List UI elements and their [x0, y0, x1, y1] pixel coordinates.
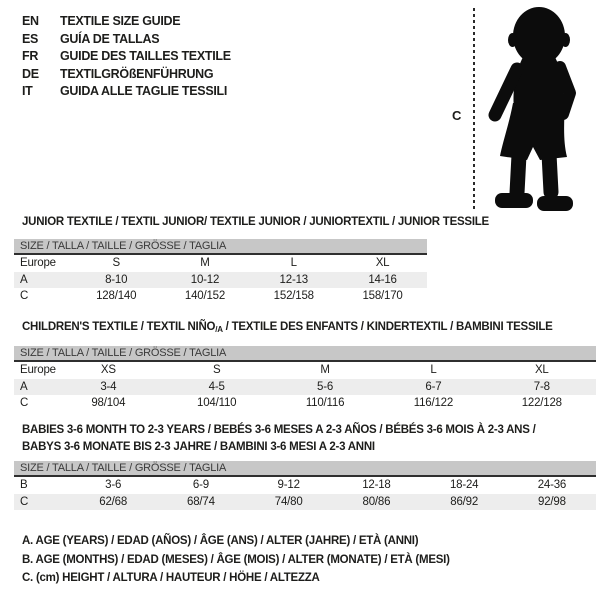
guide-title: GUIDA ALLE TAGLIE TESSILI: [60, 84, 228, 98]
table-cell: 158/170: [362, 290, 403, 303]
table-cell: 140/152: [184, 290, 226, 303]
table-cell: 92/98: [538, 495, 566, 508]
row-label: C: [20, 290, 29, 303]
legend-notes: [22, 532, 450, 588]
language-row: [22, 31, 231, 49]
table-cell: 14-16: [368, 273, 397, 286]
table-row: [14, 255, 427, 272]
size-header-bar: SIZE / TALLA / TAILLE / GRÖSSE / TAGLIA: [14, 346, 596, 362]
table-cell: M: [320, 364, 330, 377]
table-cell: L: [290, 257, 297, 270]
table-cell: 3-4: [100, 380, 117, 393]
section-title-children-subscript: /A: [215, 325, 223, 334]
guide-title: TEXTILGRÖßENFÜHRUNG: [60, 66, 214, 81]
row-label: C: [20, 495, 29, 508]
table-cell: 8-10: [105, 273, 128, 286]
row-label: Europe: [20, 364, 56, 377]
table-cell: S: [112, 257, 120, 270]
table-row: [14, 395, 596, 412]
table-cell: 110/116: [305, 397, 345, 410]
table-cell: 12-18: [362, 479, 391, 492]
table-cell: 6-7: [425, 380, 442, 393]
language-row: [22, 83, 231, 101]
table-cell: 5-6: [317, 380, 334, 393]
table-cell: S: [212, 364, 221, 377]
table-cell: 104/110: [197, 397, 237, 410]
row-label: Europe: [20, 257, 56, 270]
table-cell: 86/92: [450, 495, 479, 508]
table-row: [14, 379, 596, 396]
table-cell: 80/86: [362, 495, 391, 508]
language-code: EN: [22, 14, 39, 28]
section-title-children-post: / TEXTILE DES ENFANTS / KINDERTEXTIL / BAMBINI TESSILE: [222, 321, 553, 333]
table-cell: XL: [375, 257, 390, 270]
table-cell: 68/74: [187, 495, 215, 508]
section-title-babies-line2: BABYS 3-6 MONATE BIS 2-3 JAHRE / BAMBINI 3-6 MESI A 2-3 ANNI: [22, 441, 375, 453]
note-age-years: A. AGE (YEARS) / EDAD (AÑOS) / ÂGE (ANS) / ALTER (JAHRE) / ETÀ (ANNI): [22, 535, 419, 547]
table-cell: 10-12: [190, 273, 220, 286]
table-cell: 12-13: [279, 273, 308, 286]
height-measure-line: [473, 8, 475, 212]
table-body: [14, 255, 427, 305]
table-cell: 4-5: [208, 380, 225, 393]
section-title-babies: [22, 422, 536, 456]
table-cell: 3-6: [105, 479, 122, 492]
guide-title: GUIDE DES TAILLES TEXTILE: [60, 49, 231, 63]
size-header-bar: SIZE / TALLA / TAILLE / GRÖSSE / TAGLIA: [14, 239, 427, 255]
language-row: [22, 66, 231, 84]
table-cell: 74/80: [274, 495, 303, 508]
table-cell: 24-36: [537, 479, 567, 492]
table-cell: 98/104: [91, 397, 126, 410]
row-label: A: [20, 273, 28, 286]
table-cell: 122/128: [521, 397, 562, 410]
table-row: [14, 494, 596, 511]
table-cell: 128/140: [96, 290, 137, 303]
language-code: DE: [22, 66, 39, 81]
guide-title: GUÍA DE TALLAS: [60, 31, 160, 46]
note-height-cm: C. (cm) HEIGHT / ALTURA / HAUTEUR / HÖHE / ALTEZZA: [22, 572, 320, 584]
junior-size-table: [14, 239, 427, 305]
table-cell: 7-8: [533, 380, 550, 393]
table-row: [14, 477, 596, 494]
table-row: [14, 288, 427, 305]
children-size-table: [14, 346, 596, 412]
language-code: ES: [22, 31, 39, 46]
table-cell: 6-9: [192, 479, 209, 492]
table-cell: 9-12: [277, 479, 300, 492]
table-row: [14, 362, 596, 379]
height-measure-label: C: [452, 108, 462, 123]
row-label: A: [20, 380, 28, 393]
table-cell: 152/158: [273, 290, 314, 303]
language-row: [22, 48, 231, 66]
table-cell: 116/122: [413, 397, 454, 410]
language-row: [22, 13, 231, 31]
section-title-children-pre: CHILDREN'S TEXTILE / TEXTIL NIÑO: [22, 321, 216, 333]
size-header-bar: SIZE / TALLA / TAILLE / GRÖSSE / TAGLIA: [14, 461, 596, 477]
language-code: FR: [22, 49, 39, 63]
table-cell: 62/68: [99, 495, 128, 508]
babies-size-table: [14, 461, 596, 510]
section-title-children: [22, 319, 553, 338]
note-age-months: B. AGE (MONTHS) / EDAD (MESES) / ÂGE (MOIS) / ALTER (MONATE) / ETÀ (MESI): [22, 553, 450, 566]
language-title-list: [22, 13, 231, 101]
row-label: C: [20, 397, 29, 410]
section-title-babies-line1: BABIES 3-6 MONTH TO 2-3 YEARS / BEBÉS 3-6 MESES A 2-3 AÑOS / BÉBÉS 3-6 MOIS À 2-3 ANS /: [22, 424, 536, 436]
language-code: IT: [22, 84, 33, 98]
table-cell: 18-24: [449, 479, 479, 492]
table-cell: M: [200, 257, 210, 270]
table-body: [14, 362, 596, 412]
table-body: [14, 477, 596, 510]
table-cell: XS: [100, 364, 116, 377]
section-title-junior: JUNIOR TEXTILE / TEXTIL JUNIOR/ TEXTILE JUNIOR / JUNIORTEXTIL / JUNIOR TESSILE: [22, 216, 489, 228]
guide-title: TEXTILE SIZE GUIDE: [60, 14, 181, 28]
table-row: [14, 272, 427, 289]
table-cell: L: [430, 364, 437, 377]
row-label: B: [20, 479, 28, 492]
toddler-silhouette-icon: [482, 3, 586, 213]
table-cell: XL: [534, 364, 549, 377]
